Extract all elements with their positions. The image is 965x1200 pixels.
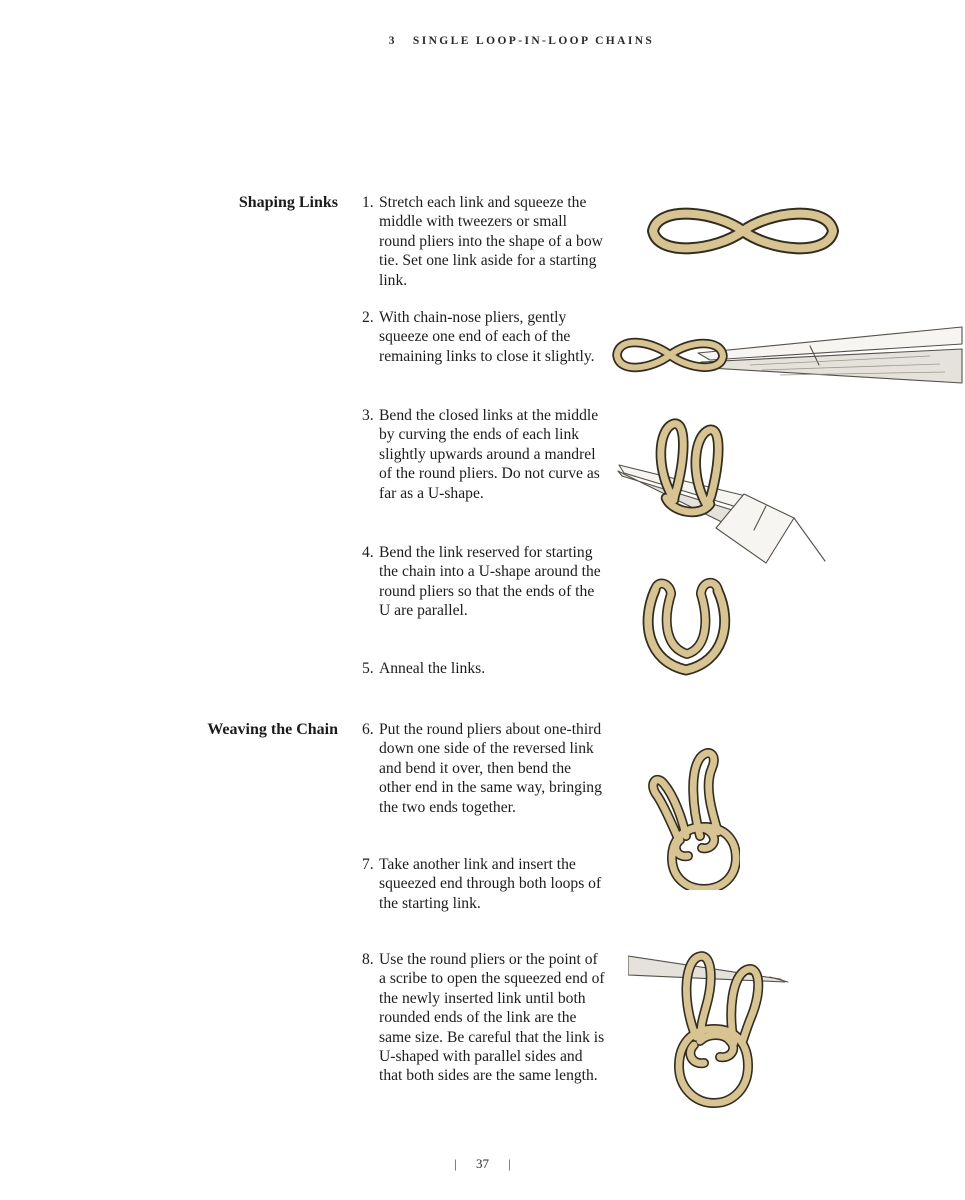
round-pliers-bending-link-icon xyxy=(614,414,826,564)
step-item xyxy=(362,659,606,678)
u-shaped-link-icon xyxy=(638,577,735,677)
step-number: 5. xyxy=(362,660,374,677)
step-item xyxy=(362,406,606,503)
chain-nose-pliers-drawing xyxy=(600,303,963,398)
step-text: Use the round pliers or the point of a scribe to open the squeezed end of the newly inserted link until both rounded ends of the link are the same size. Be careful that the link is U-shaped with parallel sides and that both sides are the same length. xyxy=(379,951,605,1085)
step-number: 4. xyxy=(362,544,374,561)
bow-tie-link-drawing xyxy=(636,202,850,260)
step-number: 1. xyxy=(362,194,374,211)
step-text: With chain-nose pliers, gently squeeze one end of each of the remaining links to close it slightly. xyxy=(379,309,595,365)
step-number: 6. xyxy=(362,721,374,738)
u-shaped-link-drawing xyxy=(638,577,735,677)
woven-starting-link-drawing xyxy=(648,746,740,890)
round-pliers-drawing xyxy=(614,414,826,564)
step-number: 7. xyxy=(362,856,374,873)
chain-nose-pliers-squeezing-link-icon xyxy=(600,303,963,398)
scribe-and-link-drawing xyxy=(628,945,908,1113)
scribe-opening-link-icon xyxy=(628,945,908,1113)
step-item xyxy=(362,950,606,1086)
running-head xyxy=(78,35,965,47)
step-number: 2. xyxy=(362,309,374,326)
step-item xyxy=(362,720,606,817)
step-text: Take another link and insert the squeezed end through both loops of the starting link. xyxy=(379,856,602,912)
page-footer xyxy=(0,1156,965,1172)
chapter-number: 3 xyxy=(388,35,397,47)
step-item xyxy=(362,308,606,366)
step-text: Bend the closed links at the middle by curving the ends of each link slightly upwards around a mandrel of the round pliers. Do not curve as far as a U-shape. xyxy=(379,407,600,502)
chapter-title: SINGLE LOOP-IN-LOOP CHAINS xyxy=(412,35,655,47)
step-number: 8. xyxy=(362,951,374,968)
page-number: 37 xyxy=(476,1156,489,1171)
section-heading-shaping-links: Shaping Links xyxy=(238,194,338,211)
starting-link-with-inserted-link-icon xyxy=(648,746,740,890)
step-item xyxy=(362,193,606,290)
pliers-handle-edge xyxy=(794,518,825,561)
step-item xyxy=(362,855,606,913)
step-text: Stretch each link and squeeze the middle with tweezers or small round pliers into the shape of a bow tie. Set one link aside for a starting link. xyxy=(379,194,603,289)
footer-left-bar: | xyxy=(454,1156,457,1171)
section-heading-weaving-the-chain: Weaving the Chain xyxy=(207,721,338,738)
step-text: Put the round pliers about one-third down one side of the reversed link and bend it over, then bend the other end in the same way, bringing the two ends together. xyxy=(379,721,602,816)
footer-right-bar: | xyxy=(508,1156,511,1171)
step-text: Anneal the links. xyxy=(379,660,486,677)
step-number: 3. xyxy=(362,407,374,424)
bow-tie-link-icon xyxy=(636,202,850,260)
step-text: Bend the link reserved for starting the chain into a U-shape around the round pliers so that the ends of the U are parallel. xyxy=(379,544,601,620)
step-item xyxy=(362,543,606,621)
